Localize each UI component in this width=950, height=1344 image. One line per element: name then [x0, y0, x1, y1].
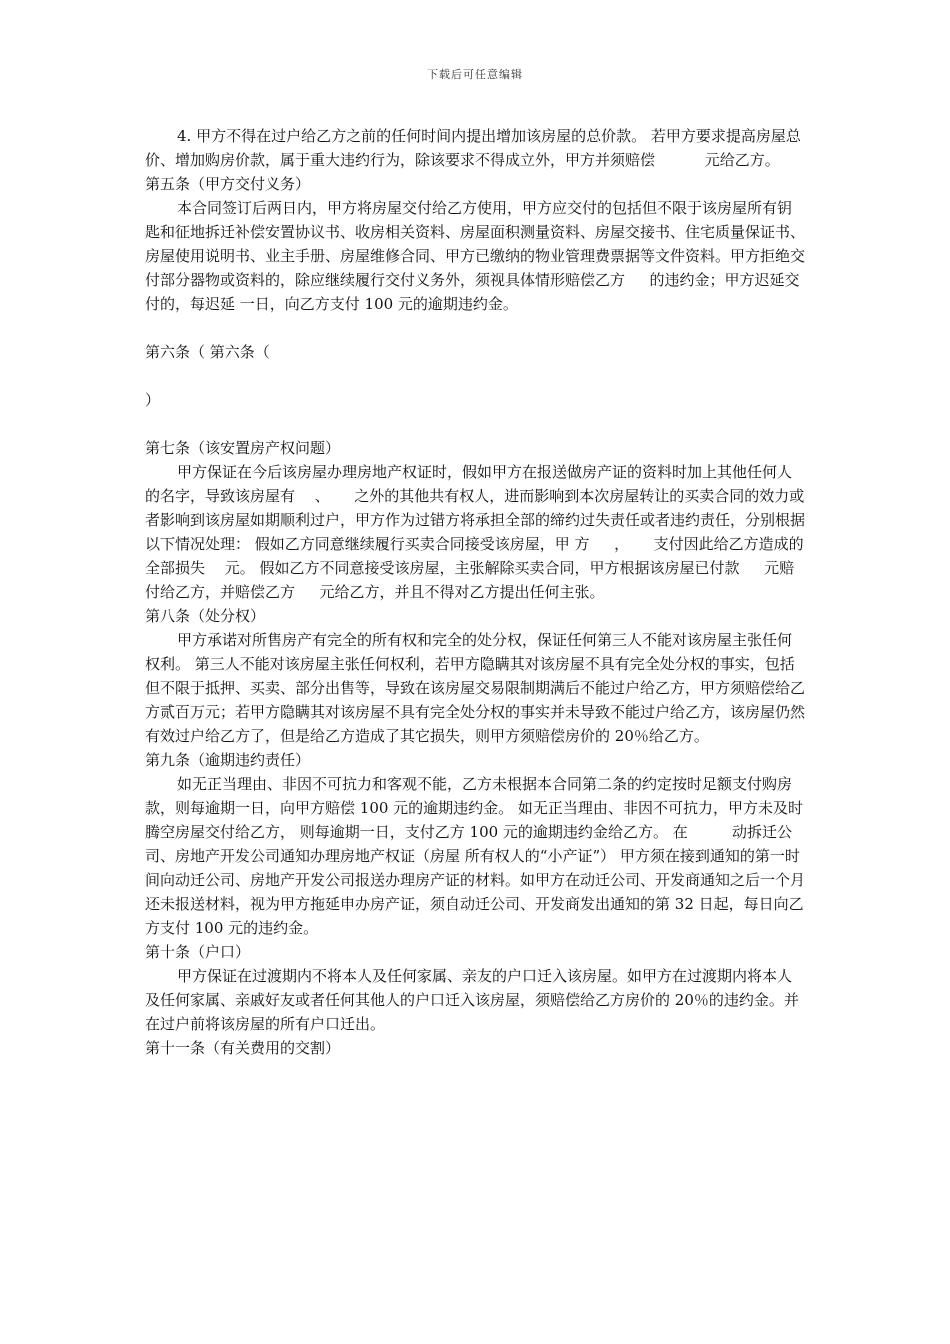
article-heading: 第十一条（有关费用的交割） — [145, 1039, 341, 1057]
blank-line — [145, 364, 805, 388]
article-heading: 第十条（户口） — [145, 943, 251, 961]
page-header: 下载后可任意编辑 — [427, 68, 523, 81]
blank-line — [145, 412, 805, 436]
clause-paragraph: 如无正当理由、非因不可抗力和客观不能，乙方未根据本合同第二条的约定按时足额支付购房款，则每逾期一日，向甲方赔偿 100 元的逾期违约金。 如无正当理由、非因不可抗力，甲方未及时腾空房屋交付给乙方， 则每逾期一日，支付乙方 100 元的逾期违约金给乙方。 在 动拆迁公司、房地产开发公司通知办理房地产权证（房屋 所有权人的“小产证”） 甲方须在接到通知的第一时间向动迁公司、房地产开发公司报送办理房产证的材料。如甲方在动迁公司、开发商通知之后一个月还未报送材料，视为甲方拖延申办房产证，须自动迁公司、开发商发出通知的第 32 日起，每日向乙方支付 100 元的违约金。 — [145, 775, 806, 937]
clause-paragraph: 甲方保证在今后该房屋办理房地产权证时，假如甲方在报送做房产证的资料时加上其他任何人的名字，导致该房屋有 、 之外的其他共有权人，进而影响到本次房屋转让的买卖合同的效力或者影响到该房屋如期顺利过户，甲方作为过错方将承担全部的缔约过失责任或者违约责任，分别根据以下情况处理： 假如乙方同意继续履行买卖合同接受该房屋，甲 方 ， 支付因此给乙方造成的全部损失 元。 假如乙方不同意接受该房屋，主张解除买卖合同，甲方根据该房屋已付款 元赔付给乙方，并赔偿乙方 元给乙方，并且不得对乙方提出任何主张。 — [145, 463, 806, 601]
article-heading: 第九条（逾期违约责任） — [145, 751, 311, 769]
clause-paragraph: 本合同签订后两日内，甲方将房屋交付给乙方使用，甲方应交付的包括但不限于该房屋所有钥匙和征地拆迁补偿安置协议书、收房相关资料、房屋面积测量资料、房屋交接书、住宅质量保证书、房屋使用说明书、业主手册、房屋维修合同、甲方已缴纳的物业管理费票据等文件资料。甲方拒绝交付部分器物或资料的，除应继续履行交付义务外，须视具体情形赔偿乙方 的违约金；甲方迟延交付的，每迟延 一日，向乙方支付 100 元的逾期违约金。 — [145, 199, 806, 313]
article-heading: 第七条（该安置房产权问题） — [145, 439, 341, 457]
document-body — [145, 124, 805, 1060]
article-heading: 第五条（甲方交付义务） — [145, 175, 311, 193]
article-heading: 第六条（ 第六条（ — [145, 343, 270, 361]
article-heading: ） — [145, 391, 161, 409]
blank-line — [145, 316, 805, 340]
clause-paragraph: 甲方承诺对所售房产有完全的所有权和完全的处分权，保证任何第三人不能对该房屋主张任何权利。 第三人不能对该房屋主张任何权利，若甲方隐瞒其对该房屋不具有完全处分权的事实，包括但不限于抵押、买卖、部分出售等，导致在该房屋交易限制期满后不能过户给乙方，甲方须赔偿给乙方贰百万元；若甲方隐瞒其对该房屋不具有完全处分权的事实并未导致不能过户给乙方，该房屋仍然有效过户给乙方了，但是给乙方造成了其它损失，则甲方须赔偿房价的 20％给乙方。 — [145, 631, 806, 745]
clause-paragraph: 4. 甲方不得在过户给乙方之前的任何时间内提出增加该房屋的总价款。 若甲方要求提高房屋总价、增加购房价款，属于重大违约行为，除该要求不得成立外，甲方并须赔偿 元给乙方。 — [145, 127, 801, 169]
clause-paragraph: 甲方保证在过渡期内不将本人及任何家属、亲友的户口迁入该房屋。如甲方在过渡期内将本人及任何家属、亲戚好友或者任何其他人的户口迁入该房屋，须赔偿给乙方房价的 20％的违约金。并在过户前将该房屋的所有户口迁出。 — [145, 967, 799, 1033]
article-heading: 第八条（处分权） — [145, 607, 266, 625]
